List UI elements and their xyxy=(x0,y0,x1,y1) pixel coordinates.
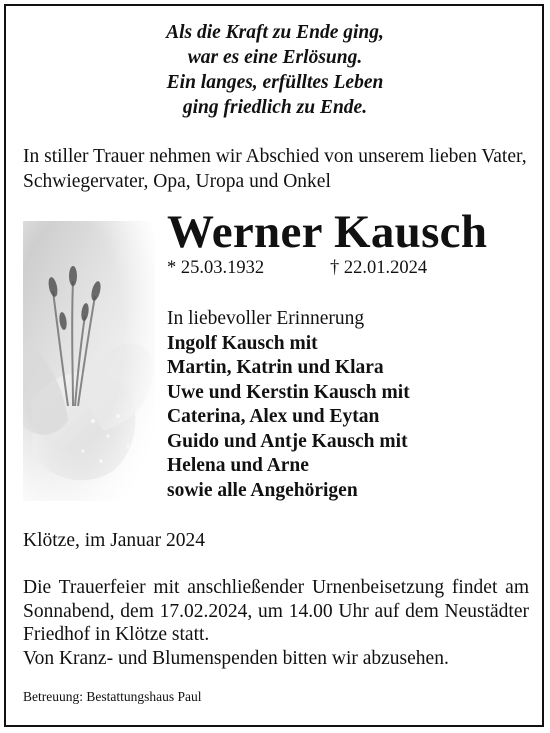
death-date: † 22.01.2024 xyxy=(330,258,428,278)
memorial-quote xyxy=(0,20,550,120)
mourner-line: sowie alle Angehörigen xyxy=(167,479,358,501)
birth-date: * 25.03.1932 xyxy=(167,258,265,278)
mourners-lead: In liebevoller Erinnerung xyxy=(167,308,365,329)
service-line: Von Kranz- und Blumenspenden bitten wir abzusehen. xyxy=(23,647,449,669)
mourners-list xyxy=(167,307,537,503)
mourner-line: Guido und Antje Kausch mit xyxy=(167,430,408,452)
place-date: Klötze, im Januar 2024 xyxy=(23,530,205,551)
intro-line: Schwiegervater, Opa, Uropa und Onkel xyxy=(23,171,331,192)
service-line: Die Trauerfeier mit anschließender Urnenbeisetzung findet am xyxy=(23,577,529,598)
quote-line: war es eine Erlösung. xyxy=(187,47,363,68)
intro-line: In stiller Trauer nehmen wir Abschied von unserem lieben Vater, xyxy=(23,146,527,167)
mourner-line: Martin, Katrin und Klara xyxy=(167,357,384,378)
quote-line: ging friedlich zu Ende. xyxy=(182,97,368,118)
deceased-name: Werner Kausch xyxy=(167,206,488,258)
service-info xyxy=(23,576,529,670)
mourner-line: Uwe und Kerstin Kausch mit xyxy=(167,381,410,403)
mourner-line: Caterina, Alex und Eytan xyxy=(167,406,380,427)
quote-line: Als die Kraft zu Ende ging, xyxy=(166,22,384,43)
intro-text xyxy=(23,144,533,194)
service-line: Sonnabend, dem 17.02.2024, um 14.00 Uhr auf dem Neustädter xyxy=(23,600,529,622)
quote-line: Ein langes, erfülltes Leben xyxy=(166,72,384,93)
mourner-line: Helena und Arne xyxy=(167,455,309,476)
service-line: Friedhof in Klötze statt. xyxy=(23,624,210,645)
funeral-home-credit: Betreuung: Bestattungshaus Paul xyxy=(23,689,202,704)
lily-flower-image xyxy=(23,221,155,501)
mourner-line: Ingolf Kausch mit xyxy=(167,332,318,354)
